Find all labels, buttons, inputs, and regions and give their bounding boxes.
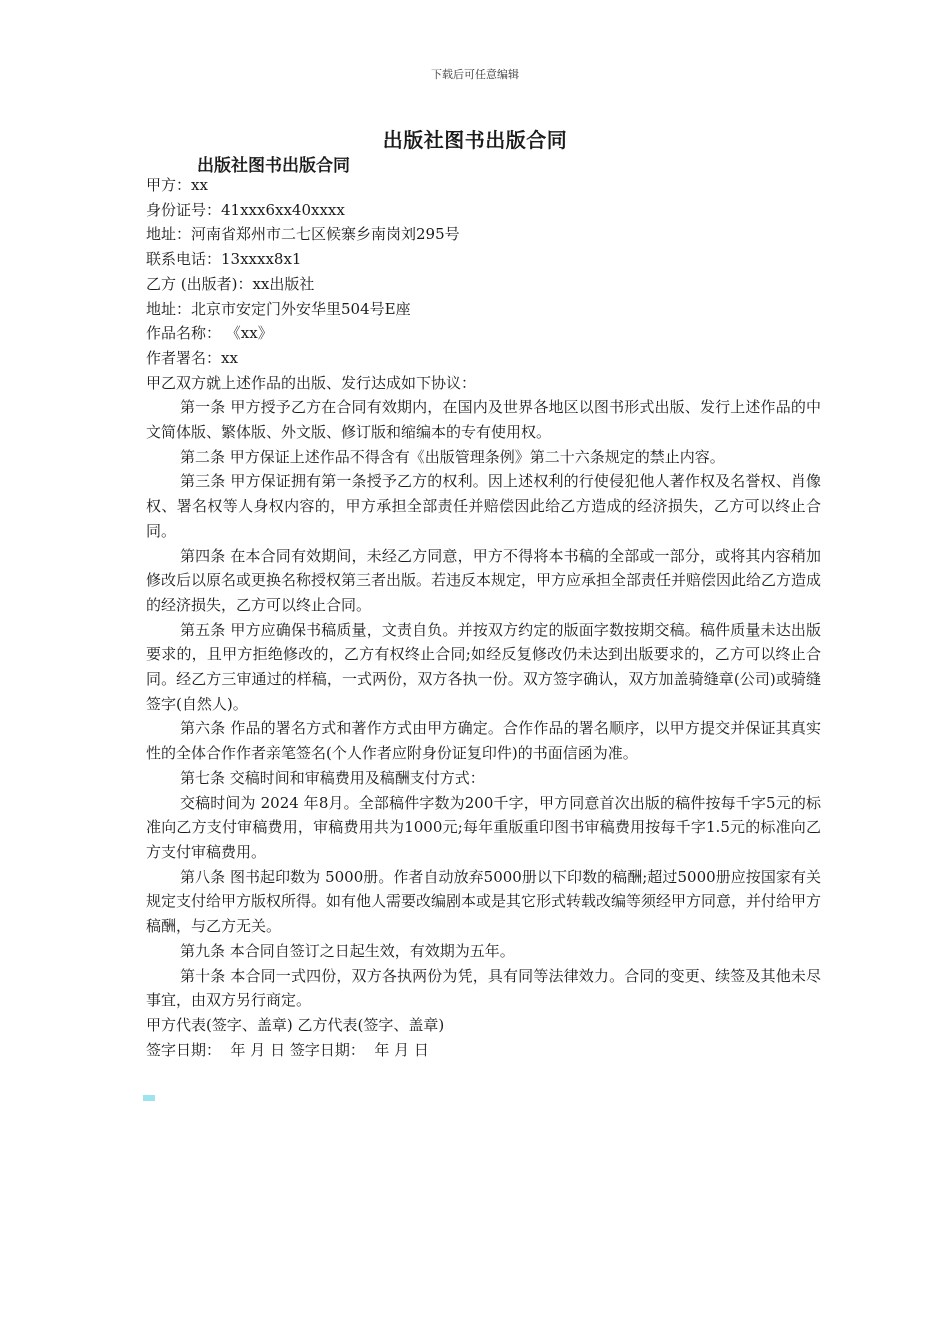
article-1: 第一条 甲方授予乙方在合同有效期内，在国内及世界各地区以图书形式出版、发行上述作品的中文简体版、繁体版、外文版、修订版和缩编本的专有使用权。 (146, 398, 821, 442)
party-a-line: 甲方：xx (146, 176, 208, 194)
page-header-note: 下载后可任意编辑 (431, 68, 519, 81)
article-7-detail: 交稿时间为 2024 年8月。全部稿件字数为200千字，甲方同意首次出版的稿件按每千字5元的标准向乙方支付审稿费用，审稿费用共为1000元;每年重版重印图书审稿费用按每千字1.5元的标准向乙方支付审稿费用。 (146, 793, 821, 861)
text-cursor-marker (143, 1095, 155, 1101)
article-6: 第六条 作品的署名方式和著作方式由甲方确定。合作作品的署名顺序，以甲方提交并保证其真实性的全体合作作者亲笔签名(个人作者应附身份证复印件)的书面信函为准。 (146, 719, 821, 763)
document-subtitle: 出版社图书出版合同 (197, 156, 350, 176)
document-title: 出版社图书出版合同 (382, 128, 568, 152)
article-9: 第九条 本合同自签订之日起生效，有效期为五年。 (180, 941, 515, 960)
article-4: 第四条 在本合同有效期间，未经乙方同意，甲方不得将本书稿的全部或一部分，或将其内容稍加修改后以原名或更换名称授权第三者出版。若违反本规定，甲方应承担全部责任并赔偿因此给乙方造成的经济损失，乙方可以终止合同。 (146, 546, 822, 614)
article-8: 第八条 图书起印数为 5000册。作者自动放弃5000册以下印数的稿酬;超过5000册应按国家有关规定支付给甲方版权所得。如有他人需要改编剧本或是其它形式转载改编等须经甲方同意，并付给甲方稿酬，与乙方无关。 (146, 867, 822, 936)
article-5: 第五条 甲方应确保书稿质量，文责自负。并按双方约定的版面字数按期交稿。稿件质量未达出版要求的，且甲方拒绝修改的，乙方有权终止合同;如经反复修改仍未达到出版要求的，乙方可以终止合同。经乙方三审通过的样稿，一式两份，双方各执一份。双方签字确认，双方加盖骑缝章(公司)或骑缝签字(自然人)。 (146, 620, 821, 713)
signature-representatives: 甲方代表(签字、盖章) 乙方代表(签字、盖章) (146, 1015, 445, 1034)
party-a-address-line: 地址：河南省郑州市二七区候寨乡南岗刘295号 (146, 225, 460, 244)
author-sign-line: 作者署名：xx (146, 348, 238, 367)
phone-line: 联系电话：13xxxx8x1 (146, 250, 302, 269)
id-number-line: 身份证号：41xxx6xx40xxxx (146, 200, 345, 219)
article-10: 第十条 本合同一式四份，双方各执两份为凭，具有同等法律效力。合同的变更、续签及其他未尽事宜，由双方另行商定。 (146, 966, 821, 1010)
intro-line: 甲乙双方就上述作品的出版、发行达成如下协议： (146, 373, 477, 392)
article-2: 第二条 甲方保证上述作品不得含有《出版管理条例》第二十六条规定的禁止内容。 (180, 447, 725, 466)
party-b-address-line: 地址：北京市安定门外安华里504号E座 (146, 299, 411, 318)
contract-body (146, 173, 821, 1062)
work-name-line: 作品名称： 《xx》 (146, 324, 273, 343)
article-3: 第三条 甲方保证拥有第一条授予乙方的权利。因上述权利的行使侵犯他人著作权及名誉权、肖像权、署名权等人身权内容的，甲方承担全部责任并赔偿因此给乙方造成的经济损失，乙方可以终止合同。 (146, 472, 821, 540)
party-b-line: 乙方 (出版者)：xx出版社 (146, 274, 315, 293)
signature-dates: 签字日期： 年 月 日 签字日期： 年 月 日 (146, 1040, 429, 1059)
article-7: 第七条 交稿时间和审稿费用及稿酬支付方式： (180, 768, 485, 787)
